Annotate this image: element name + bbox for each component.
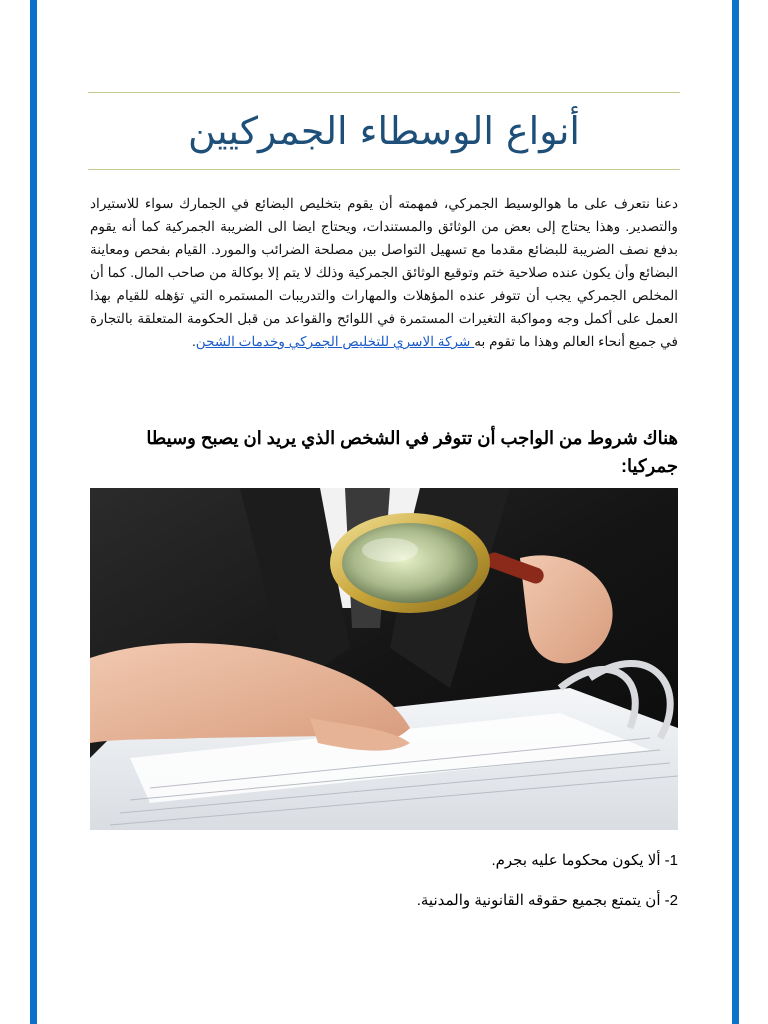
magnifying-glass-documents-photo [90,488,678,830]
page-border-right [732,0,739,1024]
company-link[interactable]: شركة الاسري للتخليص الجمركي وخدمات الشحن [195,334,475,349]
page-border-left [30,0,37,1024]
intro-paragraph [90,192,678,353]
intro-text: دعنا نتعرف على ما هوالوسيط الجمركي، فمهمته أن يقوم بتخليص البضائع في الجمارك سواء للاستيراد والتصدير. وهذا يحتاج إلى بعض من الوثائق والمستندات، ويحتاج ايضا الى الضريبة الجمركية كما أنه يقوم بدفع نصف الضريبة للبضائع مقدما مع تسهيل التواصل بين مصلحة الضرائب والمورد. القيام بفحص ومعاينة البضائع وأن يكون عنده صلاحية ختم وتوقيع الوثائق الجمركية وذلك لا يتم إلا بوكالة من صاحب المال. كما أن المخلص الجمركي يجب أن تتوفر عنده المؤهلات والمهارات والتدريبات المستمره التي تؤهله للقيام بهذا العمل على أكمل وجه ومواكبة التغيرات المستمرة في اللوائح والقواعد من قبل الحكومة المتعلقة بالتجارة في جميع أنحاء العالم وهذا ما تقوم به [90,196,678,349]
conditions-heading: هناك شروط من الواجب أن تتوفر في الشخص الذي يريد ان يصبح وسيطا جمركيا: [146,428,678,476]
page-title: أنواع الوسطاء الجمركيين [188,109,580,153]
list-item: 1- ألا يكون محكوما عليه بجرم. [491,852,678,869]
title-frame [88,92,680,170]
conditions-list [90,850,678,930]
intro-text-end: . [191,334,196,349]
list-item: 2- أن يتمتع بجميع حقوقه القانونية والمدنية. [416,892,678,909]
